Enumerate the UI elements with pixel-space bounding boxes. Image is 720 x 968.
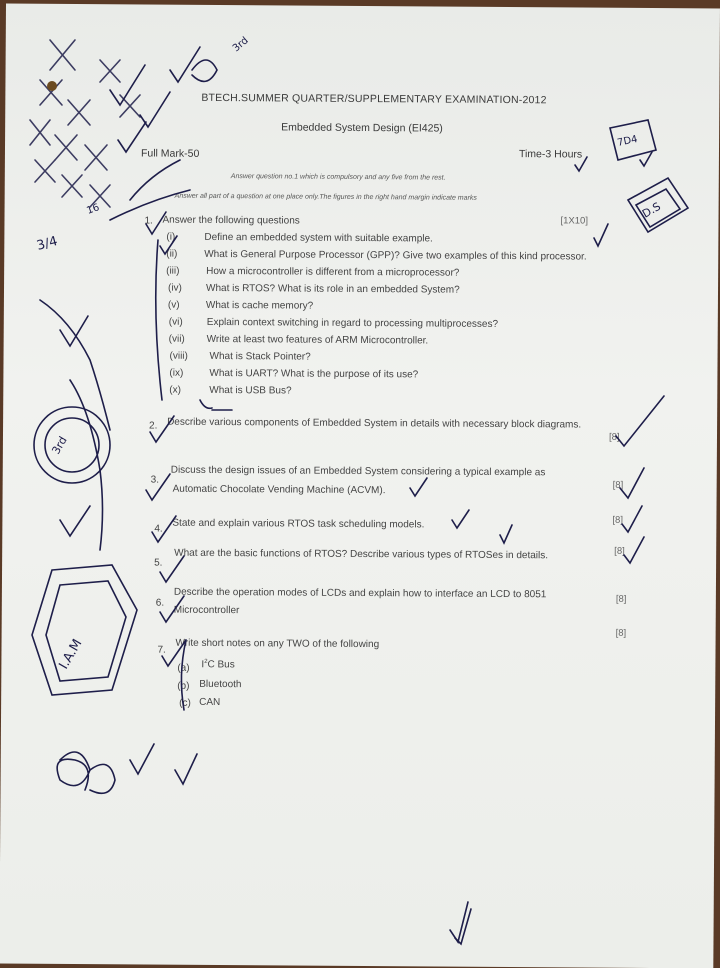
q6-text-line1: Describe the operation modes of LCDs and explain how to interface an LCD to 8051 (173, 586, 547, 601)
q1-part-label: (ii) (166, 248, 178, 260)
q1-part-label: (x) (169, 384, 182, 396)
q1-part-text: What is UART? What is the purpose of its use? (209, 367, 419, 381)
q7-part-label: (a) (177, 662, 190, 674)
q7-number: 7. (157, 644, 166, 656)
hand-fraction: 3/4 (35, 233, 60, 254)
full-mark: Full Mark-50 (140, 147, 200, 160)
q1-part-text: What is General Purpose Processor (GPP)? Give two examples of this kind processor. (204, 248, 587, 263)
q1-part-label: (vi) (168, 316, 183, 328)
q3-number: 3. (150, 474, 160, 486)
q1-part-text: What is USB Bus? (209, 384, 292, 397)
q2-number: 2. (149, 420, 158, 432)
exam-title: BTECH.SUMMER QUARTER/SUPPLEMENTARY EXAMINATION-2012 (201, 91, 547, 107)
q5-number: 5. (154, 557, 163, 569)
q7-part-label: (c) (179, 697, 191, 709)
q1-part-text: Explain context switching in regard to processing multiprocesses? (206, 316, 499, 330)
q3-text-line1: Discuss the design issues of an Embedded System considering a typical example as (170, 464, 546, 479)
q1-part-label: (i) (166, 231, 176, 243)
q1-part-text: Write at least two features of ARM Microcontroller. (206, 333, 429, 347)
q7-part-text: CAN (199, 696, 221, 709)
q7-part-text: Bluetooth (199, 678, 242, 691)
q1-part-label: (viii) (169, 350, 188, 362)
instruction-margin: Answer all part of a question at one place only.The figures in the right hand margin indicate marks (174, 192, 477, 202)
q1-part-label: (iii) (166, 265, 180, 277)
hand-stamp-ds: D.S (640, 199, 663, 221)
q7-marks: [8] (615, 627, 627, 639)
q4-text: State and explain various RTOS task scheduling models. (172, 517, 425, 531)
q3-text-line2: Automatic Chocolate Vending Machine (ACVM). (172, 483, 386, 497)
q1-part-text: How a microcontroller is different from a microprocessor? (206, 265, 460, 279)
hand-rect-stamp: I.A.M (56, 636, 86, 672)
hand-circle-3rd: 3rd (49, 434, 70, 457)
hand-number: 16 (85, 202, 101, 217)
q7-part-text: $I^2C$ Bus (201, 658, 235, 671)
q3-marks: [8] (612, 479, 624, 491)
q5-text: What are the basic functions of RTOS? Describe various types of RTOSes in details. (174, 547, 549, 562)
q2-text: Describe various components of Embedded System in details with necessary block diagrams. (167, 416, 582, 431)
q1-marks: [1X10] (560, 215, 589, 227)
q6-marks: [8] (615, 593, 627, 605)
subject-title: Embedded System Design (EI425) (281, 121, 443, 135)
q1-part-label: (ix) (169, 367, 184, 379)
q1-part-text: What is Stack Pointer? (209, 350, 311, 363)
q5-marks: [8] (614, 545, 625, 557)
q6-text-line2: Microcontroller (173, 604, 240, 617)
q7-text: Write short notes on any TWO of the following (175, 637, 380, 651)
q1-number: 1. (144, 215, 153, 227)
q6-number: 6. (155, 597, 165, 609)
q1-part-text: What is cache memory? (205, 299, 314, 312)
q1-part-text: What is RTOS? What is its role in an embedded System? (205, 282, 460, 296)
q4-marks: [8] (612, 514, 624, 526)
hand-stamp-7d4: 7D4 (616, 133, 639, 149)
q7-part-label: (b) (177, 680, 190, 692)
exam-paper (0, 4, 720, 968)
q2-marks: [8] (608, 431, 620, 443)
time-allowed: Time-3 Hours (518, 148, 583, 161)
q1-text: Answer the following questions (162, 214, 300, 227)
q1-part-label: (v) (167, 299, 180, 311)
instruction-compulsory: Answer question no.1 which is compulsory and any five from the rest. (230, 173, 446, 182)
hand-3rd-top: 3rd (230, 35, 251, 55)
q1-part-label: (iv) (167, 282, 182, 294)
q1-part-text: Define an embedded system with suitable example. (204, 231, 433, 245)
q4-number: 4. (154, 523, 163, 535)
q1-part-label: (vii) (168, 333, 185, 345)
